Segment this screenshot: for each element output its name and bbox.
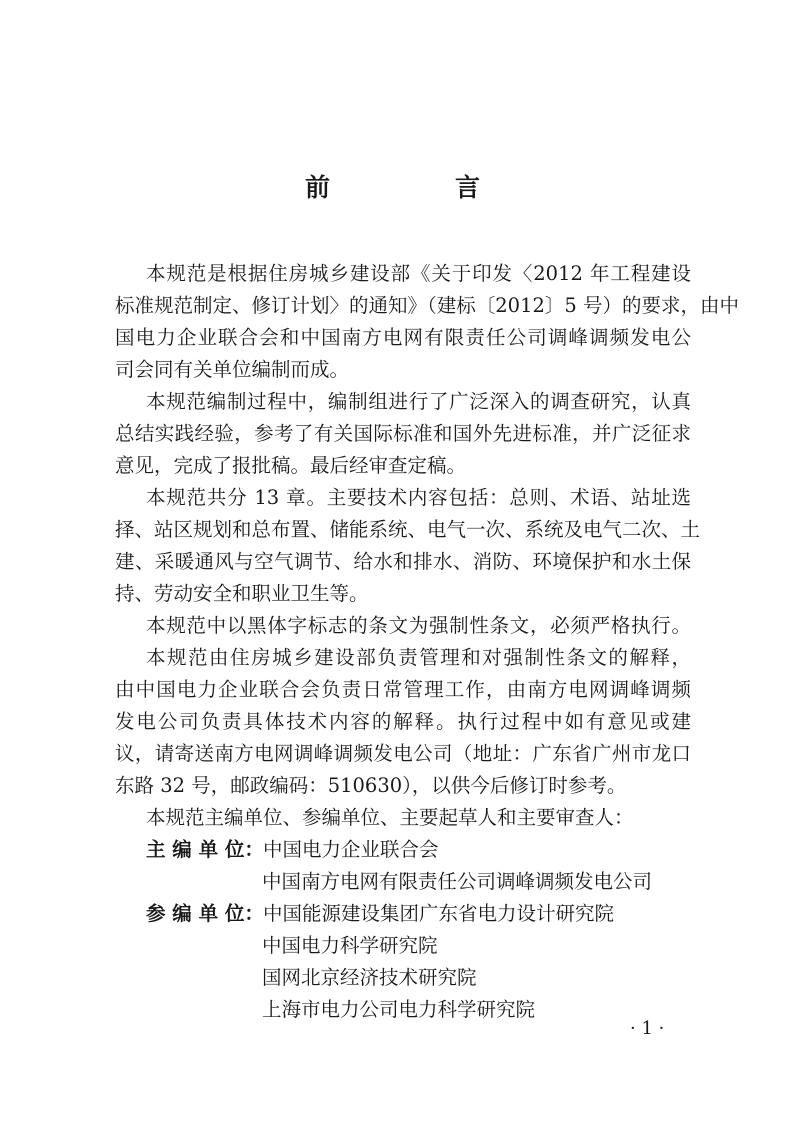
page-title: 前 言 [304,173,530,202]
org-name: 上海市电力公司电力科学研究院 [262,998,536,1021]
text-line: 建、采暖通风与空气调节、给水和排水、消防、环境保护和水土保 [115,550,691,573]
text-line: 本规范中以黑体字标志的条文为强制性条文，必须严格执行。 [146,614,691,637]
paragraph [115,258,739,386]
text-line: 司会同有关单位编制而成。 [115,358,350,381]
text-line: 标准规范制定、修订计划〉的通知》（建标〔2012〕5 号）的要求，由中 [115,294,739,317]
chief-units [115,834,691,898]
text-line: 国电力企业联合会和中国南方电网有限责任公司调峰调频发电公 [115,326,691,349]
paragraph [115,482,701,610]
paragraph [115,386,691,482]
text-line: 发电公司负责具体技术内容的解释。执行过程中如有意见或建 [115,710,691,733]
text-line: 由中国电力企业联合会负责日常管理工作，由南方电网调峰调频 [115,678,691,701]
participating-units-label: 参 编 单 位： [146,902,264,925]
text-line: 总结实践经验，参考了有关国际标准和国外先进标准，并广泛征求 [115,422,691,445]
paragraph [115,642,691,802]
text-line: 本规范是根据住房城乡建设部《关于印发〈2012 年工程建设 [146,262,691,285]
text-line: 本规范由住房城乡建设部负责管理和对强制性条文的解释， [146,646,691,669]
page-number: · 1 · [630,1018,665,1039]
org-name: 中国电力企业联合会 [263,838,439,861]
text-line: 议，请寄送南方电网调峰调频发电公司（地址：广东省广州市龙口 [115,742,691,765]
text-line: 意见，完成了报批稿。最后经审查定稿。 [115,454,467,477]
org-name: 中国南方电网有限责任公司调峰调频发电公司 [262,870,653,893]
org-name: 中国电力科学研究院 [262,934,438,957]
org-name: 中国能源建设集团广东省电力设计研究院 [263,902,615,925]
text-line: 持、劳动安全和职业卫生等。 [115,582,369,605]
text-line: 本规范主编单位、参编单位、主要起草人和主要审查人： [146,806,634,829]
text-line: 东路 32 号，邮政编码：510630），以供今后修订时参考。 [115,774,627,797]
text-line: 本规范共分 13 章。主要技术内容包括：总则、术语、站址选 [146,486,691,509]
paragraph [115,610,691,642]
text-line: 本规范编制过程中，编制组进行了广泛深入的调查研究，认真 [146,390,691,413]
participating-units [115,898,691,1026]
preface-body [115,258,739,1026]
chief-units-label: 主 编 单 位： [146,838,264,861]
text-line: 择、站区规划和总布置、储能系统、电气一次、系统及电气二次、土 [115,518,701,541]
org-name: 国网北京经济技术研究院 [262,966,477,989]
paragraph [115,802,691,834]
